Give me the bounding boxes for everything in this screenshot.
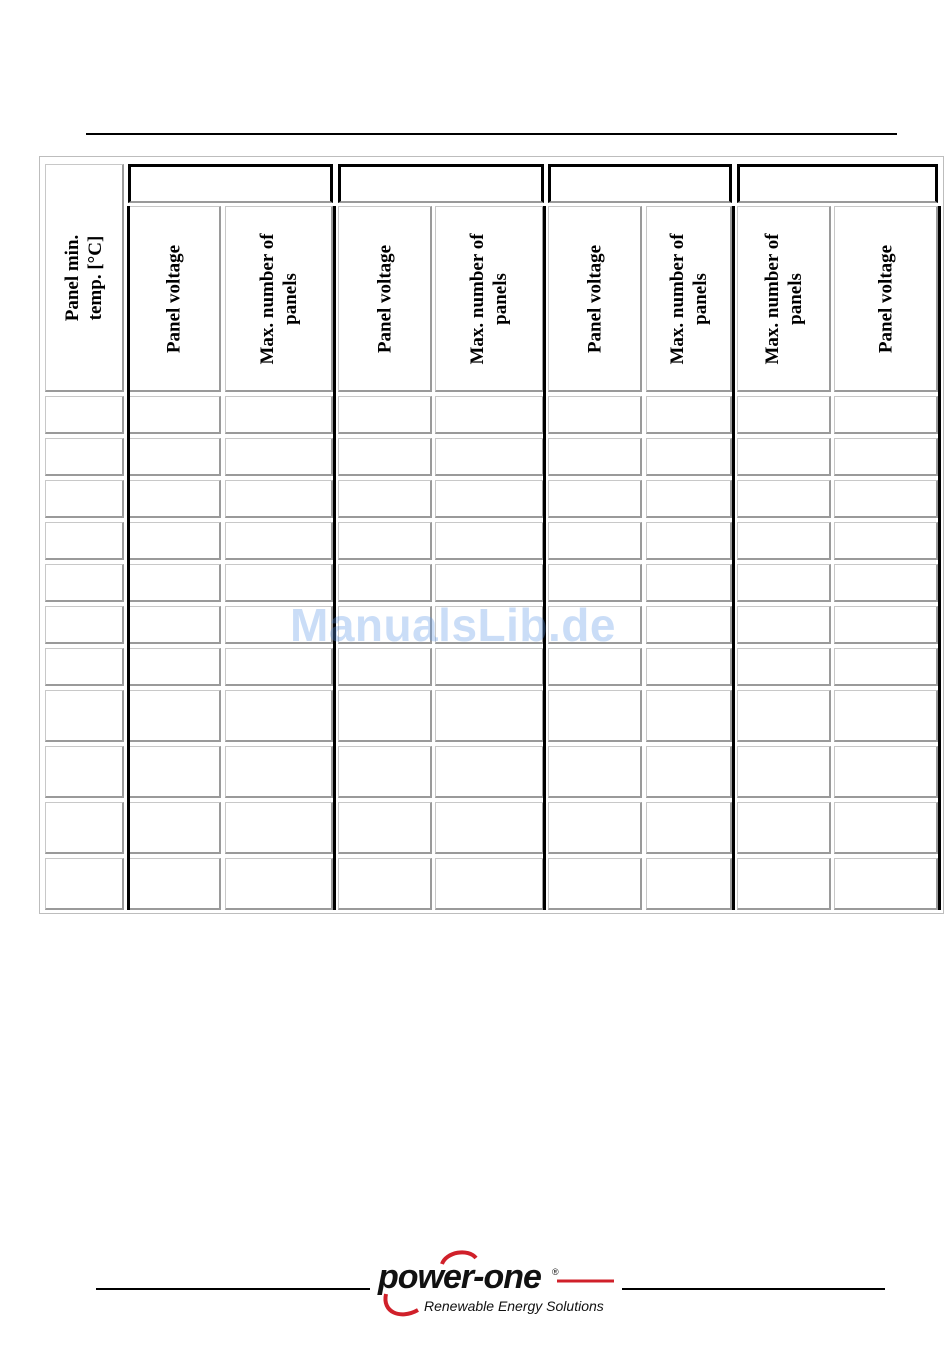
table-cell-row-2 — [834, 438, 938, 476]
table-cell-row-9 — [548, 746, 642, 798]
table-cell-row-9 — [225, 746, 333, 798]
group-separator — [938, 206, 941, 910]
table-cell-row-7 — [646, 648, 732, 686]
table-cell-row-5 — [834, 564, 938, 602]
table-cell-row-10 — [225, 802, 333, 854]
table-cell-row-3 — [435, 480, 544, 518]
table-cell-row-3 — [338, 480, 432, 518]
group-header-4 — [737, 164, 938, 203]
table-cell-row-10 — [128, 802, 221, 854]
table-cell-row-1 — [225, 396, 333, 434]
table-cell-temp-row-5 — [45, 564, 124, 602]
table-cell-row-5 — [435, 564, 544, 602]
table-cell-row-10 — [834, 802, 938, 854]
column-header-line: Max. number of — [761, 232, 783, 365]
table-cell-row-1 — [128, 396, 221, 434]
column-header-label — [466, 233, 512, 364]
table-cell-row-10 — [646, 802, 732, 854]
table-cell-row-8 — [834, 690, 938, 742]
logo-tagline: Renewable Energy Solutions — [424, 1298, 604, 1314]
table-cell-row-10 — [548, 802, 642, 854]
table-cell-row-8 — [548, 690, 642, 742]
table-cell-temp-row-8 — [45, 690, 124, 742]
table-cell-row-10 — [737, 802, 831, 854]
column-header-g2-c2 — [435, 206, 544, 392]
table-cell-row-8 — [435, 690, 544, 742]
logo-name: power-one — [378, 1258, 541, 1296]
table-cell-row-3 — [225, 480, 333, 518]
column-header-line: Panel min. — [62, 234, 83, 321]
table-cell-row-11 — [646, 858, 732, 910]
table-cell-row-9 — [128, 746, 221, 798]
column-header-line: panels — [784, 272, 806, 325]
column-header-line: Max. number of — [256, 232, 278, 365]
column-header-g4-c1 — [737, 206, 831, 392]
table-cell-temp-row-3 — [45, 480, 124, 518]
column-header-line: panels — [490, 272, 511, 325]
table-cell-temp-row-6 — [45, 606, 124, 644]
table-cell-row-4 — [338, 522, 432, 560]
column-header-label — [583, 244, 606, 352]
group-separator — [543, 206, 546, 910]
power-one-logo — [372, 1250, 617, 1322]
table-cell-row-11 — [225, 858, 333, 910]
column-header-panel-min-temp — [45, 164, 124, 392]
table-cell-row-7 — [548, 648, 642, 686]
column-header-label — [666, 233, 712, 364]
table-cell-row-5 — [646, 564, 732, 602]
column-header-g1-c1 — [128, 206, 221, 392]
logo-registered-mark: ® — [552, 1267, 559, 1277]
table-cell-row-3 — [548, 480, 642, 518]
table-cell-row-4 — [646, 522, 732, 560]
table-cell-row-11 — [128, 858, 221, 910]
column-header-g1-c2 — [225, 206, 333, 392]
table-cell-row-2 — [128, 438, 221, 476]
table-cell-row-2 — [646, 438, 732, 476]
table-cell-row-1 — [435, 396, 544, 434]
column-header-g4-c2 — [834, 206, 938, 392]
table-cell-temp-row-7 — [45, 648, 124, 686]
footer-rule-right — [622, 1288, 885, 1290]
footer-rule-left — [96, 1288, 370, 1290]
column-header-line: Panel voltage — [584, 244, 605, 353]
table-cell-row-8 — [737, 690, 831, 742]
table-cell-row-2 — [435, 438, 544, 476]
table-cell-row-7 — [338, 648, 432, 686]
table-cell-row-7 — [834, 648, 938, 686]
table-cell-row-3 — [737, 480, 831, 518]
column-header-line: panels — [689, 272, 711, 325]
table-cell-row-9 — [646, 746, 732, 798]
column-header-line: temp. [°C] — [85, 235, 106, 320]
table-cell-temp-row-10 — [45, 802, 124, 854]
table-cell-row-2 — [737, 438, 831, 476]
table-cell-row-6 — [646, 606, 732, 644]
table-cell-row-10 — [435, 802, 544, 854]
table-cell-row-11 — [834, 858, 938, 910]
table-cell-row-9 — [338, 746, 432, 798]
watermark: ManualsLib.de — [290, 599, 616, 651]
table-cell-row-11 — [435, 858, 544, 910]
table-cell-row-1 — [834, 396, 938, 434]
table-cell-row-4 — [737, 522, 831, 560]
table-cell-row-3 — [646, 480, 732, 518]
column-header-label — [874, 244, 897, 352]
column-header-label — [61, 234, 107, 321]
table-cell-row-5 — [338, 564, 432, 602]
table-cell-row-1 — [646, 396, 732, 434]
table-cell-row-5 — [225, 564, 333, 602]
table-cell-row-5 — [548, 564, 642, 602]
table-cell-row-1 — [548, 396, 642, 434]
table-cell-row-4 — [435, 522, 544, 560]
voltage-table — [39, 156, 944, 914]
table-cell-row-6 — [737, 606, 831, 644]
table-cell-row-3 — [128, 480, 221, 518]
group-separator — [732, 206, 735, 910]
column-header-label — [761, 233, 807, 364]
column-header-line: Panel voltage — [875, 244, 896, 353]
table-cell-row-6 — [834, 606, 938, 644]
table-cell-row-9 — [834, 746, 938, 798]
group-header-2 — [338, 164, 544, 203]
column-header-line: Panel voltage — [163, 244, 185, 353]
table-cell-temp-row-4 — [45, 522, 124, 560]
table-cell-row-9 — [435, 746, 544, 798]
table-cell-row-2 — [548, 438, 642, 476]
table-cell-row-8 — [338, 690, 432, 742]
table-cell-row-7 — [435, 648, 544, 686]
table-cell-row-4 — [548, 522, 642, 560]
table-cell-row-10 — [338, 802, 432, 854]
table-cell-row-7 — [737, 648, 831, 686]
table-cell-row-8 — [225, 690, 333, 742]
column-header-g3-c1 — [548, 206, 642, 392]
column-header-label — [256, 233, 302, 364]
table-cell-row-11 — [737, 858, 831, 910]
column-header-line: Max. number of — [467, 232, 488, 365]
table-cell-row-1 — [338, 396, 432, 434]
column-header-line: Max. number of — [666, 232, 688, 365]
table-cell-row-5 — [128, 564, 221, 602]
column-header-label — [163, 244, 186, 352]
table-cell-row-11 — [548, 858, 642, 910]
table-cell-row-3 — [834, 480, 938, 518]
group-separator — [127, 206, 130, 910]
table-cell-row-11 — [338, 858, 432, 910]
column-header-label — [373, 244, 396, 352]
table-cell-temp-row-2 — [45, 438, 124, 476]
table-cell-temp-row-9 — [45, 746, 124, 798]
column-header-line: panels — [279, 272, 301, 325]
table-cell-row-2 — [338, 438, 432, 476]
table-cell-row-4 — [834, 522, 938, 560]
table-cell-row-8 — [128, 690, 221, 742]
table-cell-row-7 — [225, 648, 333, 686]
group-header-3 — [548, 164, 732, 203]
table-cell-row-5 — [737, 564, 831, 602]
top-rule — [86, 133, 897, 135]
group-header-1 — [128, 164, 333, 203]
table-cell-temp-row-11 — [45, 858, 124, 910]
column-header-line: Panel voltage — [374, 244, 395, 353]
table-cell-row-4 — [128, 522, 221, 560]
group-separator — [333, 206, 336, 910]
column-header-g2-c1 — [338, 206, 432, 392]
table-cell-row-8 — [646, 690, 732, 742]
table-cell-row-2 — [225, 438, 333, 476]
table-cell-row-9 — [737, 746, 831, 798]
table-cell-row-4 — [225, 522, 333, 560]
column-header-g3-c2 — [646, 206, 732, 392]
table-cell-row-1 — [737, 396, 831, 434]
table-cell-temp-row-1 — [45, 396, 124, 434]
table-cell-row-7 — [128, 648, 221, 686]
table-cell-row-6 — [128, 606, 221, 644]
